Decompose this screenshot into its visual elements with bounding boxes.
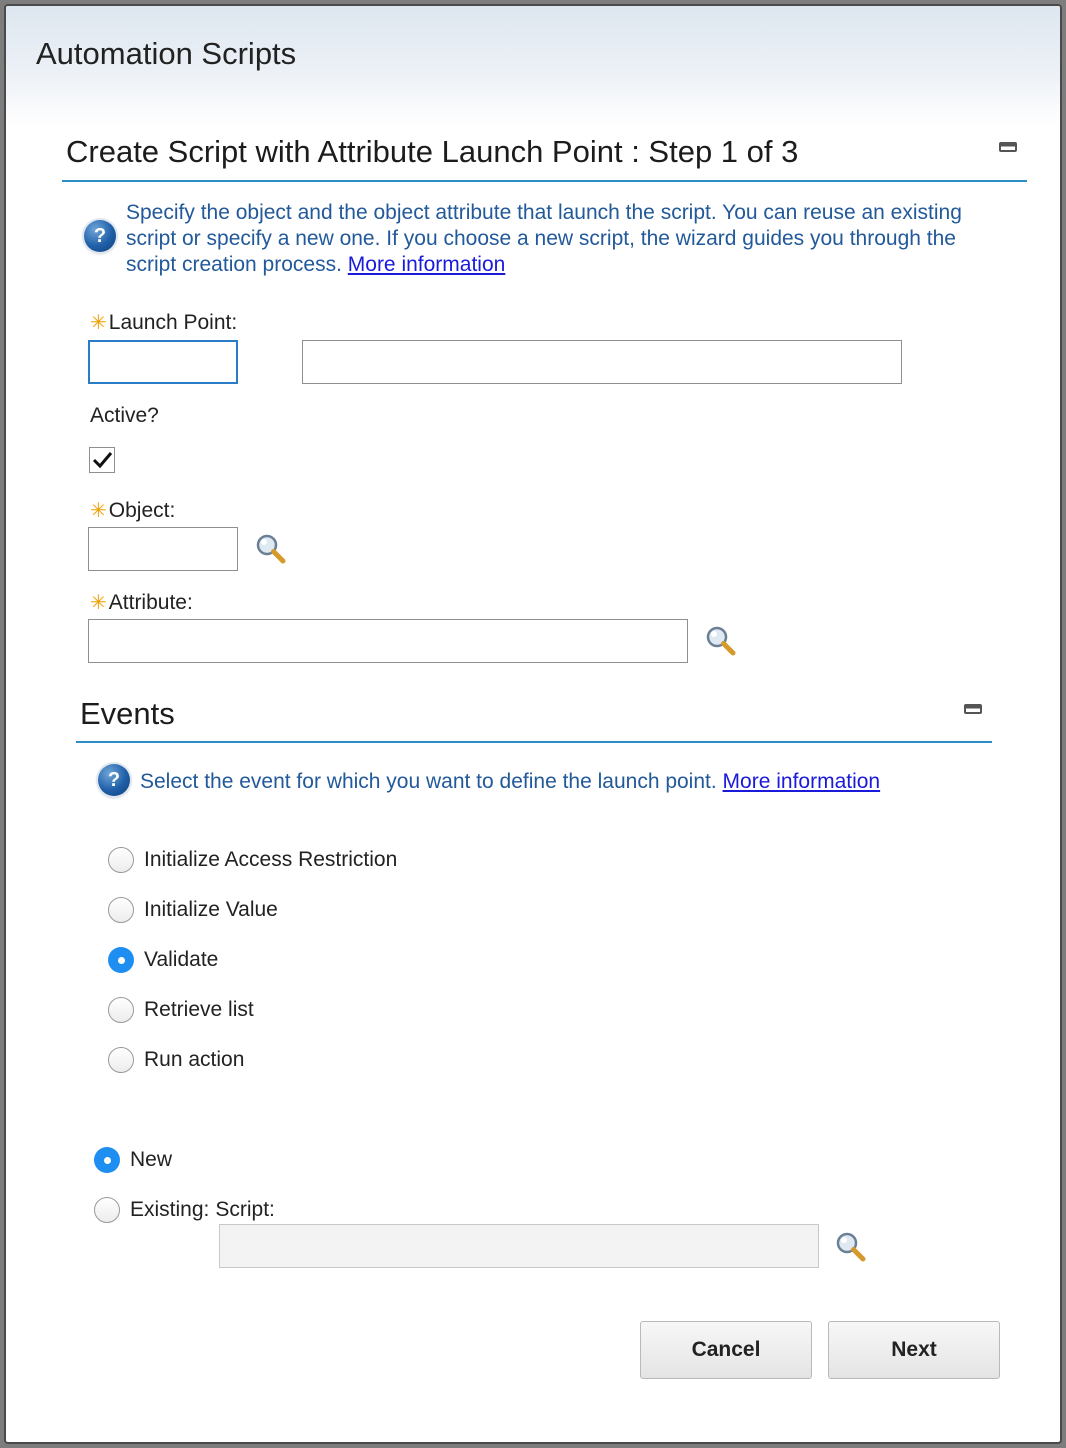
required-star-icon: ✳ [90,500,107,522]
radio-button[interactable] [108,1047,134,1073]
active-checkbox[interactable] [89,447,115,473]
automation-scripts-dialog [4,4,1062,1444]
existing-option-label: Existing: [130,1198,210,1221]
event-option-label: Initialize Value [144,898,278,921]
event-option-validate[interactable] [108,945,218,975]
script-label: Script: [215,1198,275,1221]
checkmark-icon [91,450,113,470]
more-information-link[interactable]: More information [347,253,506,276]
required-star-icon: ✳ [90,592,107,614]
attribute-input[interactable] [88,619,688,663]
event-option-run-action[interactable] [108,1045,244,1075]
collapse-section-icon[interactable] [999,142,1017,152]
radio-button-selected[interactable] [108,947,134,973]
launch-help-body: Specify the object and the object attribute that launch the script. You can reuse an existing script or specify a new one. If you choose a new script, the wizard guides you through the script creation process. [126,201,962,276]
object-label [90,498,175,523]
script-option-new[interactable] [94,1145,172,1175]
events-help-text [140,769,990,795]
radio-button[interactable] [108,847,134,873]
attribute-label-text: Attribute: [108,591,193,614]
object-input[interactable] [88,527,238,571]
attribute-label [90,590,193,615]
event-option-initialize-value[interactable] [108,895,278,925]
event-option-label: Run action [144,1048,245,1071]
event-option-label: Validate [144,948,219,971]
next-button[interactable]: Next [828,1321,1000,1379]
script-lookup-magnifier-icon[interactable] [834,1230,868,1264]
radio-button[interactable] [108,997,134,1023]
script-option-existing[interactable] [94,1195,275,1225]
object-label-text: Object: [108,499,176,522]
launch-point-description-input[interactable] [302,340,902,384]
launch-point-label-text: Launch Point: [108,311,238,334]
help-icon: ? [84,220,116,252]
events-more-information-link[interactable]: More information [722,770,881,793]
event-option-retrieve-list[interactable] [108,995,254,1025]
dialog-header [6,6,1060,126]
event-option-label: Retrieve list [144,998,254,1021]
attribute-lookup-magnifier-icon[interactable] [704,624,738,658]
launch-point-input[interactable] [88,340,238,384]
radio-button[interactable] [94,1197,120,1223]
section-divider [62,180,1027,182]
radio-button-selected[interactable] [94,1147,120,1173]
event-option-label: Initialize Access Restriction [144,848,398,871]
events-help-body: Select the event for which you want to define the launch point. [140,770,717,793]
required-star-icon: ✳ [90,312,107,334]
cancel-button[interactable]: Cancel [640,1321,812,1379]
active-label: Active? [90,404,159,427]
existing-script-input[interactable] [219,1224,819,1268]
events-divider [76,741,992,743]
dialog-title: Automation Scripts [36,36,297,71]
collapse-events-icon[interactable] [964,704,982,714]
launch-help-text [126,200,1006,278]
launch-point-label [90,310,237,335]
new-option-label: New [130,1148,173,1171]
radio-button[interactable] [108,897,134,923]
launch-section-title: Create Script with Attribute Launch Point : Step 1 of 3 [66,134,799,169]
events-help-icon: ? [98,764,130,796]
events-section-title: Events [80,696,175,731]
event-option-initialize-access-restriction[interactable] [108,845,397,875]
object-lookup-magnifier-icon[interactable] [254,532,288,566]
